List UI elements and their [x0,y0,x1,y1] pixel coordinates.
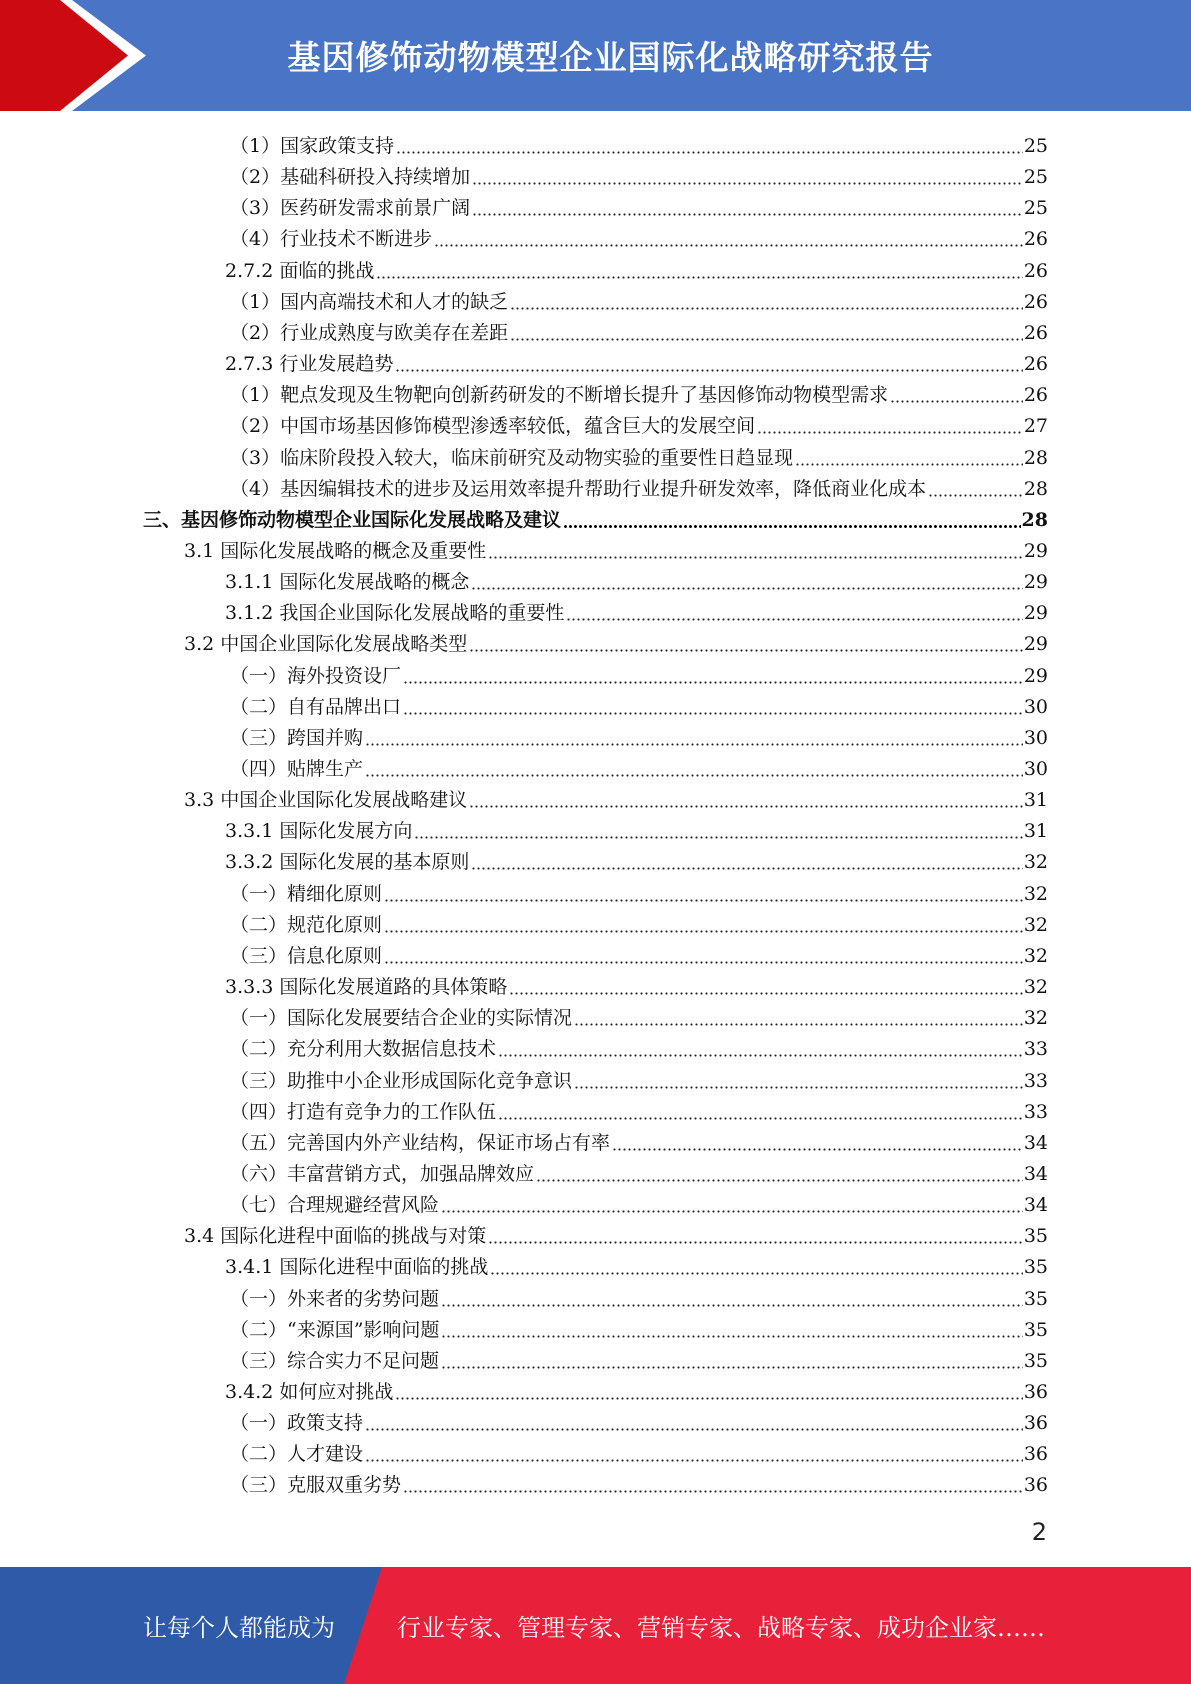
toc-entry[interactable] [230,314,1048,345]
toc-entry-label: 3.3.2 国际化发展的基本原则 [225,851,470,874]
toc-dot-leader [566,618,1022,621]
toc-entry-label: 3.4 国际化进程中面临的挑战与对策 [184,1225,487,1248]
toc-dot-leader [509,992,1022,995]
toc-entry-page: 31 [1023,820,1048,843]
toc-entry-page: 35 [1023,1256,1048,1279]
toc-entry-label: 3.3.3 国际化发展道路的具体策略 [225,976,508,999]
toc-dot-leader [469,649,1023,652]
toc-entry-label: （一）政策支持 [230,1412,364,1435]
toc-entry[interactable] [230,407,1048,438]
toc-dot-leader [384,899,1023,902]
toc-entry-page: 32 [1023,882,1048,905]
toc-entry-label: （三）综合实力不足问题 [230,1349,440,1372]
toc-entry[interactable] [230,657,1048,688]
toc-entry[interactable] [230,470,1048,501]
toc-entry-label: 2.7.2 面临的挑战 [225,259,375,282]
toc-entry[interactable] [143,501,1048,532]
toc-dot-leader [365,743,1023,746]
toc-dot-leader [472,213,1023,216]
toc-dot-leader [612,1148,1023,1151]
toc-entry[interactable] [230,1311,1048,1342]
toc-entry-label: （四）贴牌生产 [230,758,364,780]
toc-entry-page: 29 [1023,602,1048,625]
toc-dot-leader [757,431,1023,434]
toc-entry[interactable] [230,750,1048,781]
toc-dot-leader [434,244,1023,247]
toc-entry-label: 三、基因修饰动物模型企业国际化发展战略及建议 [143,508,562,531]
toc-dot-leader [403,712,1023,715]
toc-entry-page: 32 [1023,976,1048,999]
toc-entry-page: 35 [1023,1225,1048,1248]
toc-entry-page: 35 [1023,1287,1048,1310]
toc-entry-label: 3.1 国际化发展战略的概念及重要性 [184,539,487,562]
toc-entry-label: （一）外来者的劣势问题 [230,1287,440,1310]
toc-entry[interactable] [225,1373,1048,1404]
toc-dot-leader [574,1086,1023,1089]
toc-dot-leader [928,494,1023,497]
toc-dot-leader [441,1210,1023,1213]
toc-entry[interactable] [230,220,1048,251]
toc-entry[interactable] [230,1030,1048,1061]
toc-entry-label: 3.3 中国企业国际化发展战略建议 [184,789,468,812]
toc-entry[interactable] [230,1435,1048,1466]
toc-entry[interactable] [230,1342,1048,1373]
toc-entry-label: 3.4.1 国际化进程中面临的挑战 [225,1256,489,1279]
toc-entry[interactable] [230,875,1048,906]
toc-entry-label: （一）国际化发展要结合企业的实际情况 [230,1007,573,1030]
toc-dot-leader [471,867,1022,870]
toc-entry[interactable] [230,937,1048,968]
toc-dot-leader [498,1054,1023,1057]
toc-dot-leader [395,1397,1022,1400]
toc-dot-leader [563,525,1021,528]
toc-entry-label: （三）跨国并购 [230,726,364,749]
toc-entry[interactable] [225,345,1048,376]
toc-entry-page: 28 [1023,477,1048,500]
toc-dot-leader [396,151,1023,154]
toc-entry-page: 28 [1021,508,1048,531]
toc-entry-page: 29 [1023,633,1048,656]
toc-entry-label: （1）国家政策支持 [230,135,395,157]
toc-dot-leader [469,805,1023,808]
toc-dot-leader [490,1272,1022,1275]
toc-entry-page: 30 [1023,758,1048,780]
toc-dot-leader [795,463,1023,466]
toc-dot-leader [414,836,1022,839]
toc-dot-leader [472,182,1023,185]
toc-entry-page: 30 [1023,695,1048,718]
toc-entry[interactable] [184,625,1048,656]
toc-entry-page: 33 [1023,1069,1048,1092]
toc-dot-leader [376,276,1022,279]
toc-entry-label: （二）“来源国”影响问题 [230,1318,440,1341]
toc-entry-page: 36 [1023,1412,1048,1435]
toc-entry[interactable] [225,563,1048,594]
toc-entry-label: 3.3.1 国际化发展方向 [225,820,413,843]
page-header [0,0,1191,111]
toc-dot-leader [403,1490,1023,1493]
toc-entry[interactable] [230,906,1048,937]
toc-dot-leader [471,587,1022,590]
toc-entry-page: 36 [1023,1443,1048,1466]
toc-entry-page: 28 [1023,446,1048,469]
toc-entry-label: 2.7.3 行业发展趋势 [225,353,394,376]
toc-entry-label: （二）人才建设 [230,1443,364,1466]
toc-entry[interactable] [230,158,1048,189]
toc-entry-label: （七）合理规避经营风险 [230,1194,440,1217]
toc-entry-page: 32 [1023,913,1048,936]
toc-entry-label: （2）中国市场基因修饰模型渗透率较低，蕴含巨大的发展空间 [230,415,756,438]
toc-dot-leader [384,930,1023,933]
toc-entry-label: （三）克服双重劣势 [230,1474,402,1497]
toc-dot-leader [441,1366,1023,1369]
toc-entry[interactable] [184,1217,1048,1248]
toc-entry-page: 26 [1023,353,1048,376]
toc-entry-page: 26 [1023,321,1048,344]
toc-entry-label: （二）自有品牌出口 [230,695,402,718]
toc-entry-page: 25 [1023,197,1048,220]
toc-entry-page: 36 [1023,1381,1048,1403]
toc-entry-page: 26 [1023,228,1048,251]
toc-dot-leader [365,774,1023,777]
toc-entry-label: 3.4.2 如何应对挑战 [225,1381,394,1403]
toc-dot-leader [488,556,1023,559]
toc-entry[interactable] [230,999,1048,1030]
toc-entry[interactable] [184,532,1048,563]
toc-entry[interactable] [230,283,1048,314]
toc-entry-label: （二）规范化原则 [230,913,383,936]
toc-entry[interactable] [230,1093,1048,1124]
toc-entry-page: 26 [1023,384,1048,407]
toc-entry-label: （一）海外投资设厂 [230,664,402,687]
toc-entry-page: 29 [1023,539,1048,562]
toc-entry-label: （1）国内高端技术和人才的缺乏 [230,290,509,313]
toc-entry-page: 29 [1023,664,1048,687]
toc-dot-leader [365,1459,1023,1462]
toc-entry-label: （六）丰富营销方式，加强品牌效应 [230,1162,535,1185]
toc-entry-label: （4）基因编辑技术的进步及运用效率提升帮助行业提升研发效率，降低商业化成本 [230,477,927,500]
toc-entry[interactable] [230,1466,1048,1497]
toc-entry-page: 25 [1023,166,1048,189]
toc-entry[interactable] [230,1280,1048,1311]
toc-entry-page: 32 [1023,851,1048,874]
toc-entry[interactable] [225,252,1048,283]
toc-entry-label: （1）靶点发现及生物靶向创新药研发的不断增长提升了基因修饰动物模型需求 [230,384,889,407]
toc-dot-leader [890,400,1023,403]
toc-dot-leader [536,1179,1023,1182]
toc-dot-leader [441,1304,1023,1307]
toc-entry[interactable] [225,594,1048,625]
toc-dot-leader [498,1117,1023,1120]
toc-entry[interactable] [230,439,1048,470]
toc-entry[interactable] [230,1155,1048,1186]
toc-entry-page: 36 [1023,1474,1048,1497]
toc-entry[interactable] [225,1248,1048,1279]
toc-dot-leader [395,369,1022,372]
toc-entry[interactable] [230,189,1048,220]
toc-entry[interactable] [230,1062,1048,1093]
toc-entry-page: 35 [1023,1318,1048,1341]
page-footer [0,1567,1191,1684]
toc-entry[interactable] [230,1404,1048,1435]
toc-entry-label: （四）打造有竞争力的工作队伍 [230,1100,497,1123]
toc-entry-label: （三）信息化原则 [230,944,383,967]
toc-entry-label: （4）行业技术不断进步 [230,228,433,251]
toc-entry-label: （2）基础科研投入持续增加 [230,166,471,189]
toc-entry-label: （3）临床阶段投入较大，临床前研究及动物实验的重要性日趋显现 [230,446,794,469]
toc-entry-label: （一）精细化原则 [230,882,383,905]
toc-entry[interactable] [230,376,1048,407]
toc-entry-label: （五）完善国内外产业结构，保证市场占有率 [230,1131,611,1154]
toc-entry-label: （3）医药研发需求前景广阔 [230,197,471,220]
toc-dot-leader [441,1335,1022,1338]
toc-entry-page: 29 [1023,571,1048,594]
toc-entry-page: 26 [1023,259,1048,282]
toc-entry-page: 35 [1023,1349,1048,1372]
toc-entry-page: 30 [1023,726,1048,749]
toc-dot-leader [403,681,1023,684]
footer-slogan-left: 让每个人都能成为 [143,1614,335,1642]
toc-entry-page: 33 [1023,1100,1048,1123]
toc-dot-leader [510,307,1023,310]
toc-entry-page: 27 [1023,415,1048,438]
toc-entry-label: （三）助推中小企业形成国际化竞争意识 [230,1069,573,1092]
toc-entry-page: 34 [1023,1194,1048,1217]
toc-entry-label: 3.1.2 我国企业国际化发展战略的重要性 [225,602,565,625]
toc-entry-page: 25 [1023,135,1048,157]
toc-entry-page: 32 [1023,944,1048,967]
toc-dot-leader [384,961,1023,964]
toc-entry[interactable] [225,843,1048,874]
toc-entry[interactable] [230,719,1048,750]
toc-dot-leader [510,338,1023,341]
toc-dot-leader [365,1428,1023,1431]
toc-entry[interactable] [230,688,1048,719]
toc-entry-page: 26 [1023,290,1048,313]
toc-entry-label: （二）充分利用大数据信息技术 [230,1038,497,1061]
toc-entry-label: 3.2 中国企业国际化发展战略类型 [184,633,468,656]
toc-entry-page: 32 [1023,1007,1048,1030]
page-number: 2 [1031,1518,1047,1546]
toc-dot-leader [574,1023,1023,1026]
toc-entry-page: 34 [1023,1131,1048,1154]
toc-entry-label: 3.1.1 国际化发展战略的概念 [225,571,470,594]
report-title: 基因修饰动物模型企业国际化战略研究报告 [287,38,934,77]
toc-entry[interactable] [230,127,1048,158]
toc-entry[interactable] [225,968,1048,999]
footer-slogan-right: 行业专家、管理专家、营销专家、战略专家、成功企业家…… [397,1614,1045,1642]
toc-dot-leader [488,1241,1023,1244]
toc-entry[interactable] [230,1186,1048,1217]
toc-entry-page: 31 [1023,789,1048,812]
toc-entry-label: （2）行业成熟度与欧美存在差距 [230,321,509,344]
toc-entry[interactable] [225,812,1048,843]
toc-entry-page: 34 [1023,1162,1048,1185]
toc-entry-page: 33 [1023,1038,1048,1061]
toc-entry[interactable] [184,781,1048,812]
toc-entry[interactable] [230,1124,1048,1155]
